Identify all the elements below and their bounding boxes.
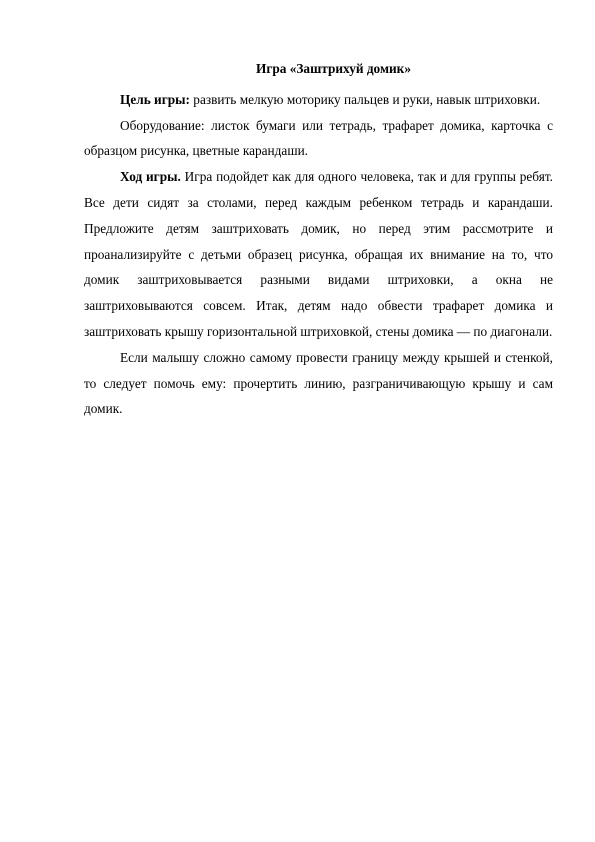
paragraph-goal [84, 87, 553, 113]
paragraph-lead: Ход игры. [120, 169, 181, 185]
document-title: Игра «Заштрихуй домик» [256, 61, 411, 76]
document-body [84, 56, 553, 422]
paragraph-equipment [84, 113, 553, 165]
paragraph-text: Оборудование: листок бумаги или тетрадь, трафарет домика, карточка с образцом рисунка, цветные карандаши. [84, 117, 553, 159]
paragraph-game-process [84, 164, 553, 345]
paragraph-text: развить мелкую моторику пальцев и руки, навык штриховки. [189, 91, 541, 107]
paragraph-lead: Цель игры: [120, 91, 190, 107]
paragraph-help-note [84, 345, 553, 422]
paragraph-text: Если малышу сложно самому провести границу между крышей и стенкой, то следует помочь ему: прочертить линию, разграничивающую крышу и сам домик. [84, 349, 553, 417]
paragraph-text: Игра подойдет как для одного человека, так и для группы ребят. Все дети сидят за столами, перед каждым ребенком тетрадь и карандаши. Предложите детям заштриховать домик, но перед этим рассмотрите и проанализируйте с детьми образец рисунка, обращая их внимание на то, что домик заштриховывается разными видами штриховки, а окна не заштриховываются совсем. Итак, детям надо обвести трафарет домика и заштриховать крышу горизонтальной штриховкой, стены домика — по диагонали. [84, 169, 553, 339]
